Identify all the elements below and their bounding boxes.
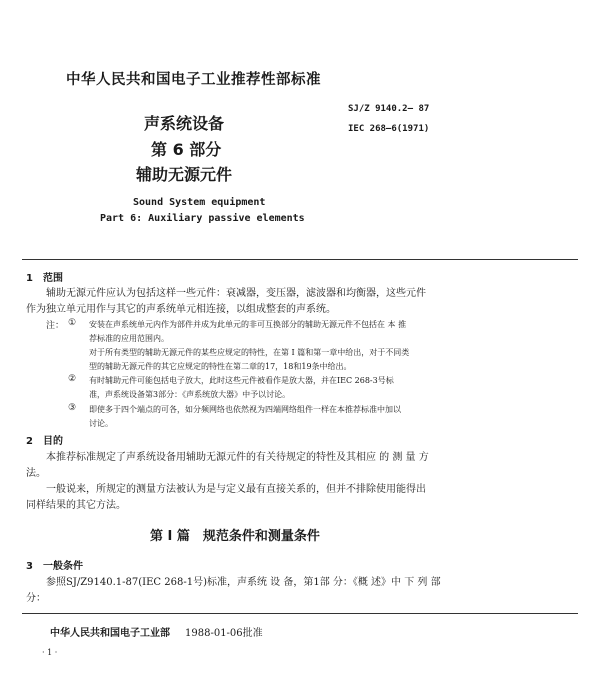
note-3-line: 即使多于四个端点的可各，如分频网络也依然视为四端网络组件一样在本推荐标准中加以 <box>89 405 401 414</box>
page-number: · 1 · <box>42 648 58 657</box>
section-2-paragraph-line: 法。 <box>26 468 46 479</box>
note-2-number: ② <box>68 374 77 384</box>
note-3-number: ③ <box>68 403 77 413</box>
note-1-line: 型的辅助无源元件的其它应规定的特性在第二章的17，18和19条中给出。 <box>89 362 352 371</box>
note-1-line: 对于所有类型的辅助无源元件的某些应规定的特性，在第 I 篇和第一章中给出，对于不同类 <box>89 348 410 357</box>
footer-divider <box>22 613 578 614</box>
title-divider <box>22 259 578 260</box>
section-2-paragraph-line: 一般说来，所规定的测量方法被认为是与定义最有直接关系的，但并不排除使用能得出 <box>46 484 426 495</box>
note-1-line: 安装在声系统单元内作为部件并成为此单元的非可互换部分的辅助无源元件不包括在 本 推 <box>89 320 407 329</box>
section-3-paragraph-line: 参照SJ/Z9140.1-87(IEC 268-1号)标准，声系统 设 备，第1部 分：《概 述》中 下 列 部 <box>46 577 441 588</box>
part-1-heading: 第 I 篇 规范条件和测量条件 <box>150 529 320 544</box>
section-2-heading: 2 目的 <box>26 436 63 447</box>
note-3-line: 讨论。 <box>89 419 113 428</box>
note-2-line: 有时辅助元件可能包括电子放大，此时这些元件被看作是放大器，并在IEC 268-3号标 <box>89 376 394 385</box>
footer-ministry: 中华人民共和国电子工业部 <box>50 628 170 639</box>
title-chinese-part: 第 6 部分 <box>151 140 222 159</box>
standard-code-iec: IEC 268—6(1971) <box>348 124 430 134</box>
title-chinese-main: 声系统设备 <box>144 114 225 133</box>
section-3-heading: 3 一般条件 <box>26 561 83 572</box>
title-chinese-sub: 辅助无源元件 <box>136 165 233 184</box>
note-1-line: 荐标准的应用范围内。 <box>89 334 169 343</box>
note-1-number: ① <box>68 318 77 328</box>
section-2-paragraph-line: 同样结果的其它方法。 <box>26 500 126 511</box>
footer-approval-date: 1988-01-06批准 <box>185 628 263 639</box>
standard-code-sj: SJ/Z 9140.2— 87 <box>348 104 430 114</box>
title-english-main: Sound System equipment <box>133 197 266 208</box>
section-2-paragraph-line: 本推荐标准规定了声系统设备用辅助无源元件的有关待规定的特性及其相应 的 测 量 方 <box>46 452 429 463</box>
section-3-paragraph-line: 分： <box>26 593 46 604</box>
section-1-heading: 1 范围 <box>26 273 63 284</box>
note-2-line: 准，声系统设备第3部分：《声系统放大器》中予以讨论。 <box>89 390 291 399</box>
standard-org-title: 中华人民共和国电子工业推荐性部标准 <box>66 72 321 88</box>
section-1-paragraph-line: 辅助无源元件应认为包括这样一些元件：衰减器，变压器，滤波器和均衡器，这些元件 <box>46 288 426 299</box>
title-english-sub: Part 6: Auxiliary passive elements <box>100 213 305 224</box>
note-label: 注： <box>46 321 65 331</box>
section-1-paragraph-line: 作为独立单元用作与其它的声系统单元相连接，以组成整套的声系统。 <box>26 304 336 315</box>
